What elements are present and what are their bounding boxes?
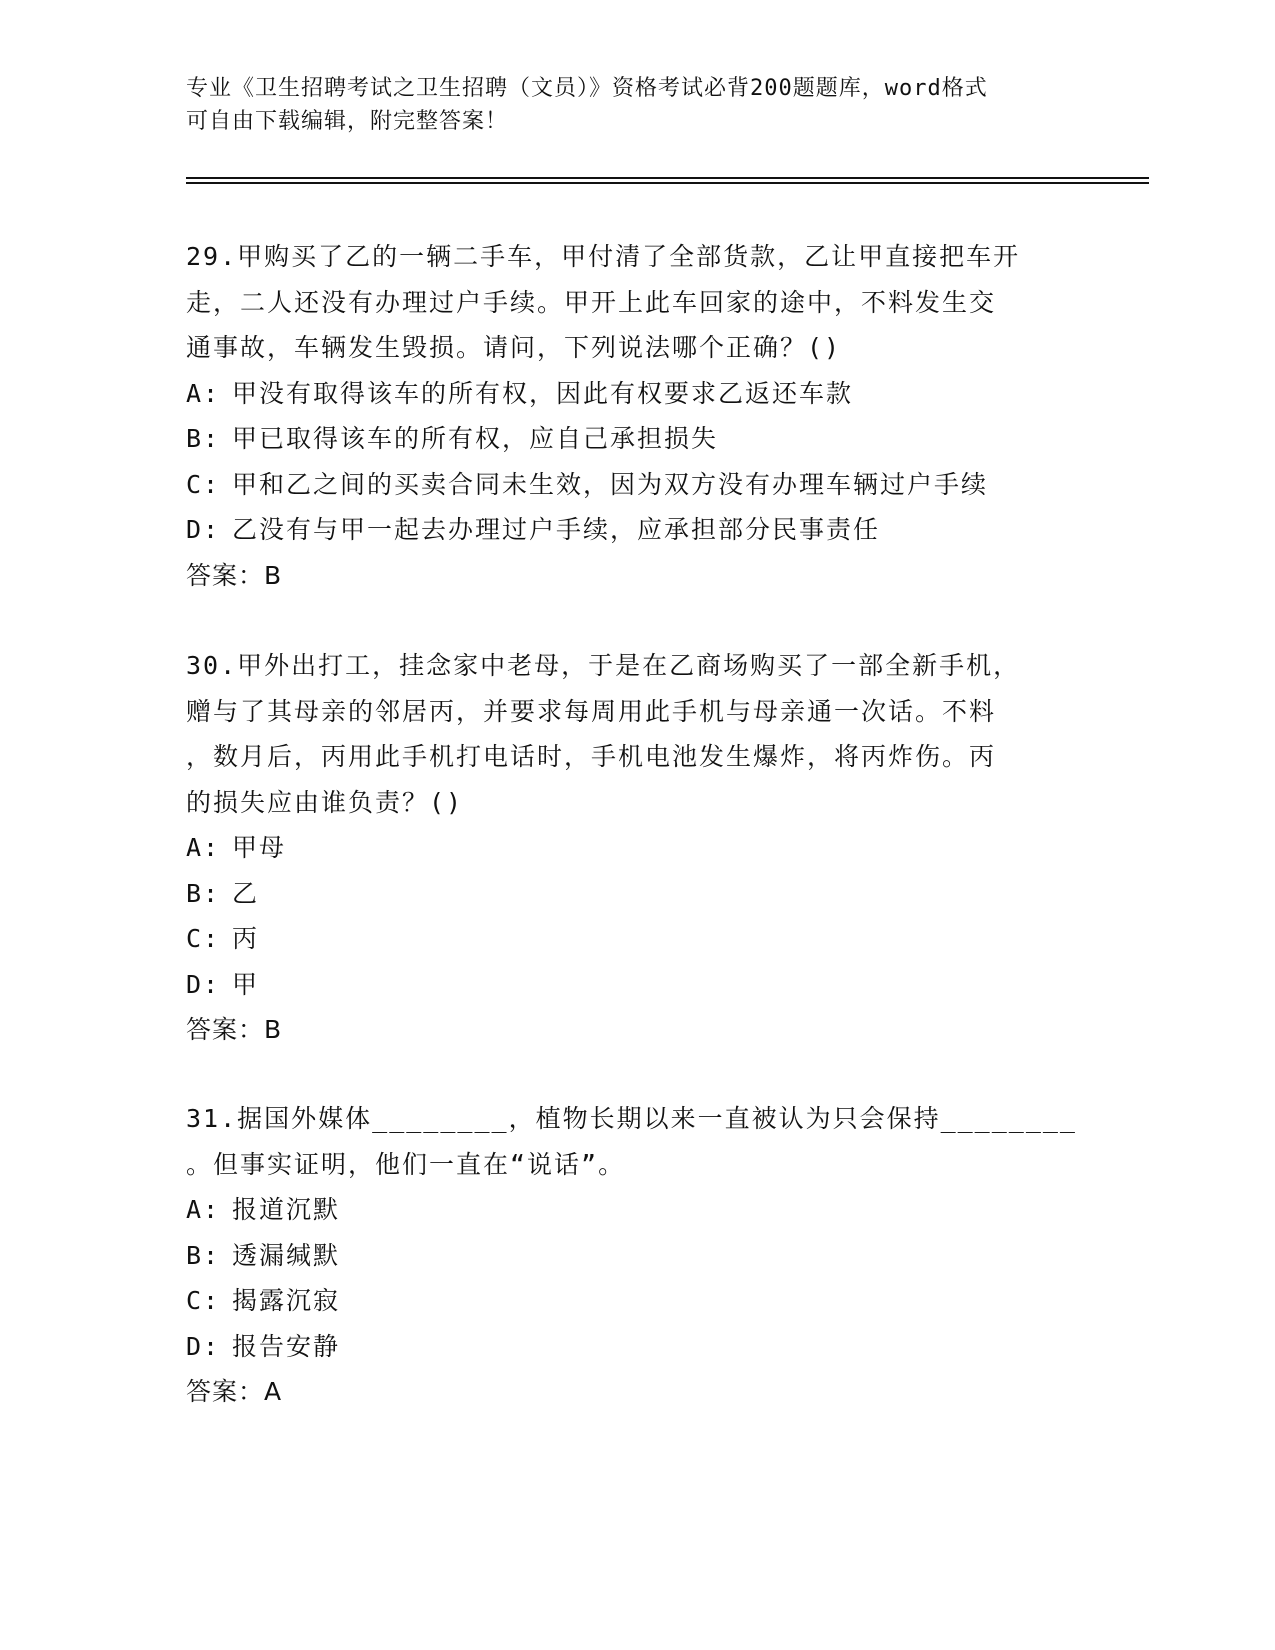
option-a <box>186 825 1086 871</box>
header-divider <box>186 177 1149 179</box>
option-key: C: <box>186 924 221 953</box>
option-text: 甲已取得该车的所有权，应自己承担损失 <box>232 424 719 453</box>
option-key: A: <box>186 833 221 862</box>
answer-line: 答案：B <box>186 560 283 590</box>
option-c <box>186 462 1086 508</box>
option-key: A: <box>186 378 221 408</box>
answer-line: 答案：A <box>186 1377 283 1406</box>
option-text: 乙没有与甲一起去办理过户手续，应承担部分民事责任 <box>232 515 881 544</box>
option-key: D: <box>186 515 221 544</box>
option-key: A: <box>186 1195 221 1224</box>
option-d <box>186 1324 1086 1370</box>
option-a <box>186 371 1086 417</box>
stem-line: 31.据国外媒体________，植物长期以来一直被认为只会保持________ <box>186 1104 1077 1133</box>
option-text: 甲和乙之间的买卖合同未生效，因为双方没有办理车辆过户手续 <box>232 469 989 499</box>
option-text: 揭露沉寂 <box>232 1286 341 1315</box>
document-header <box>186 72 1086 138</box>
option-b <box>186 1233 1086 1279</box>
stem-line: 。但事实证明，他们一直在“说话”。 <box>186 1149 626 1179</box>
option-text: 透漏缄默 <box>232 1240 341 1270</box>
option-text: 甲没有取得该车的所有权，因此有权要求乙返还车款 <box>232 378 854 408</box>
option-key: B: <box>186 424 221 453</box>
option-b <box>186 416 1086 462</box>
option-key: B: <box>186 878 221 908</box>
option-d <box>186 507 1086 553</box>
answer-line: 答案：B <box>186 1015 283 1044</box>
stem-line: 通事故，车辆发生毁损。请问，下列说法哪个正确？() <box>186 333 842 362</box>
question-stem <box>186 234 1086 371</box>
option-text: 乙 <box>232 878 260 908</box>
question-stem <box>186 1096 1086 1187</box>
stem-line: 赠与了其母亲的邻居丙，并要求每周用此手机与母亲通一次话。不料 <box>186 696 997 726</box>
stem-line: ，数月后，丙用此手机打电话时，手机电池发生爆炸，将丙炸伤。丙 <box>186 742 997 771</box>
option-text: 报道沉默 <box>232 1195 341 1224</box>
option-text: 甲 <box>232 969 260 999</box>
option-key: B: <box>186 1240 221 1270</box>
option-key: C: <box>186 1286 221 1315</box>
option-a <box>186 1187 1086 1233</box>
question-30 <box>186 643 1086 1053</box>
header-divider <box>186 182 1149 184</box>
question-31 <box>186 1096 1086 1415</box>
option-key: C: <box>186 469 221 499</box>
option-text: 甲母 <box>232 833 287 862</box>
option-b <box>186 871 1086 917</box>
stem-line: 的损失应由谁负责？() <box>186 787 464 817</box>
header-line: 专业《卫生招聘考试之卫生招聘（文员）》资格考试必背200题题库，word格式 <box>186 76 988 101</box>
stem-line: 30.甲外出打工，挂念家中老母，于是在乙商场购买了一部全新手机， <box>186 651 1021 680</box>
stem-line: 走，二人还没有办理过户手续。甲开上此车回家的途中，不料发生交 <box>186 287 997 317</box>
question-stem <box>186 643 1086 825</box>
header-line: 可自由下载编辑，附完整答案！ <box>186 109 509 134</box>
option-text: 丙 <box>232 924 260 953</box>
question-29 <box>186 234 1086 598</box>
option-key: D: <box>186 969 221 999</box>
option-text: 报告安静 <box>232 1331 341 1361</box>
option-key: D: <box>186 1331 221 1361</box>
option-d <box>186 962 1086 1008</box>
stem-line: 29.甲购买了乙的一辆二手车，甲付清了全部货款，乙让甲直接把车开 <box>186 242 1021 271</box>
option-c <box>186 1278 1086 1324</box>
option-c <box>186 916 1086 962</box>
